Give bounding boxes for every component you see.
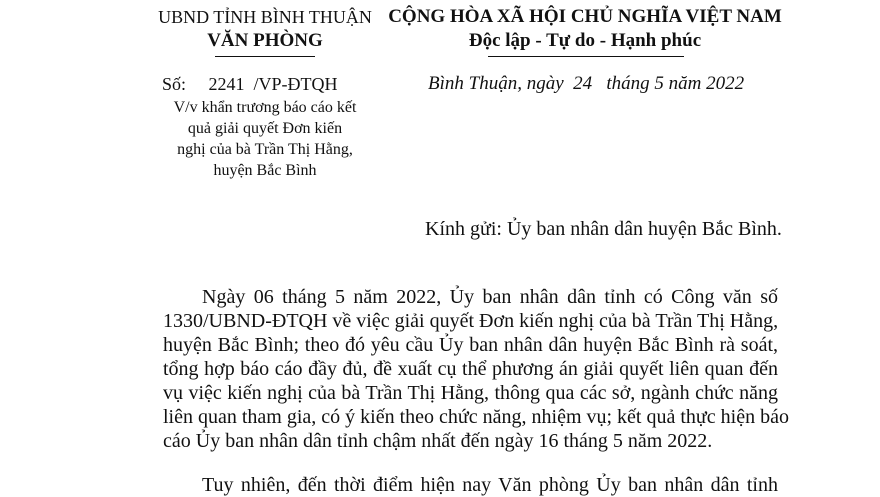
national-motto: Độc lập - Tự do - Hạnh phúc	[468, 30, 702, 51]
body-line: liên quan tham gia, có ý kiến theo chức năng, nhiệm vụ; kết quả thực hiện báo	[163, 406, 789, 428]
subject-line: nghị của bà Trần Thị Hằng,	[177, 141, 353, 158]
body-line: vụ việc kiến nghị của bà Trần Thị Hằng, thông qua các sở, ngành chức năng	[163, 382, 778, 404]
subject-line: huyện Bắc Bình	[213, 162, 317, 179]
body-line: cáo Ủy ban nhân dân tỉnh chậm nhất đến ngày 16 tháng 5 năm 2022.	[163, 430, 713, 452]
body-line: Ngày 06 tháng 5 năm 2022, Ủy ban nhân dân tỉnh có Công văn số	[202, 286, 778, 308]
body-line: 1330/UBND-ĐTQH về việc giải quyết Đơn kiến nghị của bà Trần Thị Hằng,	[163, 310, 779, 332]
place-date: Bình Thuận, ngày 24 tháng 5 năm 2022	[428, 73, 745, 94]
body-line: huyện Bắc Bình; theo đó yêu cầu Ủy ban nhân dân huyện Bắc Bình rà soát,	[163, 334, 778, 356]
recipient: Kính gửi: Ủy ban nhân dân huyện Bắc Bình.	[425, 218, 782, 240]
national-title: CỘNG HÒA XÃ HỘI CHỦ NGHĨA VIỆT NAM	[388, 6, 782, 27]
subject-line: V/v khẩn trương báo cáo kết	[173, 99, 357, 116]
subject-line: quả giải quyết Đơn kiến	[187, 120, 343, 137]
agency-name: UBND TỈNH BÌNH THUẬN	[158, 7, 372, 27]
body-paragraph	[163, 285, 789, 453]
body-line: Tuy nhiên, đến thời điểm hiện nay Văn phòng Ủy ban nhân dân tỉnh	[202, 474, 778, 496]
document-subject	[140, 97, 390, 181]
body-line: tổng hợp báo cáo đầy đủ, đề xuất cụ thể phương án giải quyết liên quan đến	[163, 358, 778, 380]
motto-underline	[488, 56, 684, 57]
body-paragraph	[163, 473, 778, 497]
document-number: Số: 2241 /VP-ĐTQH	[162, 74, 338, 94]
agency-underline	[215, 56, 315, 57]
office-name: VĂN PHÒNG	[207, 30, 323, 51]
